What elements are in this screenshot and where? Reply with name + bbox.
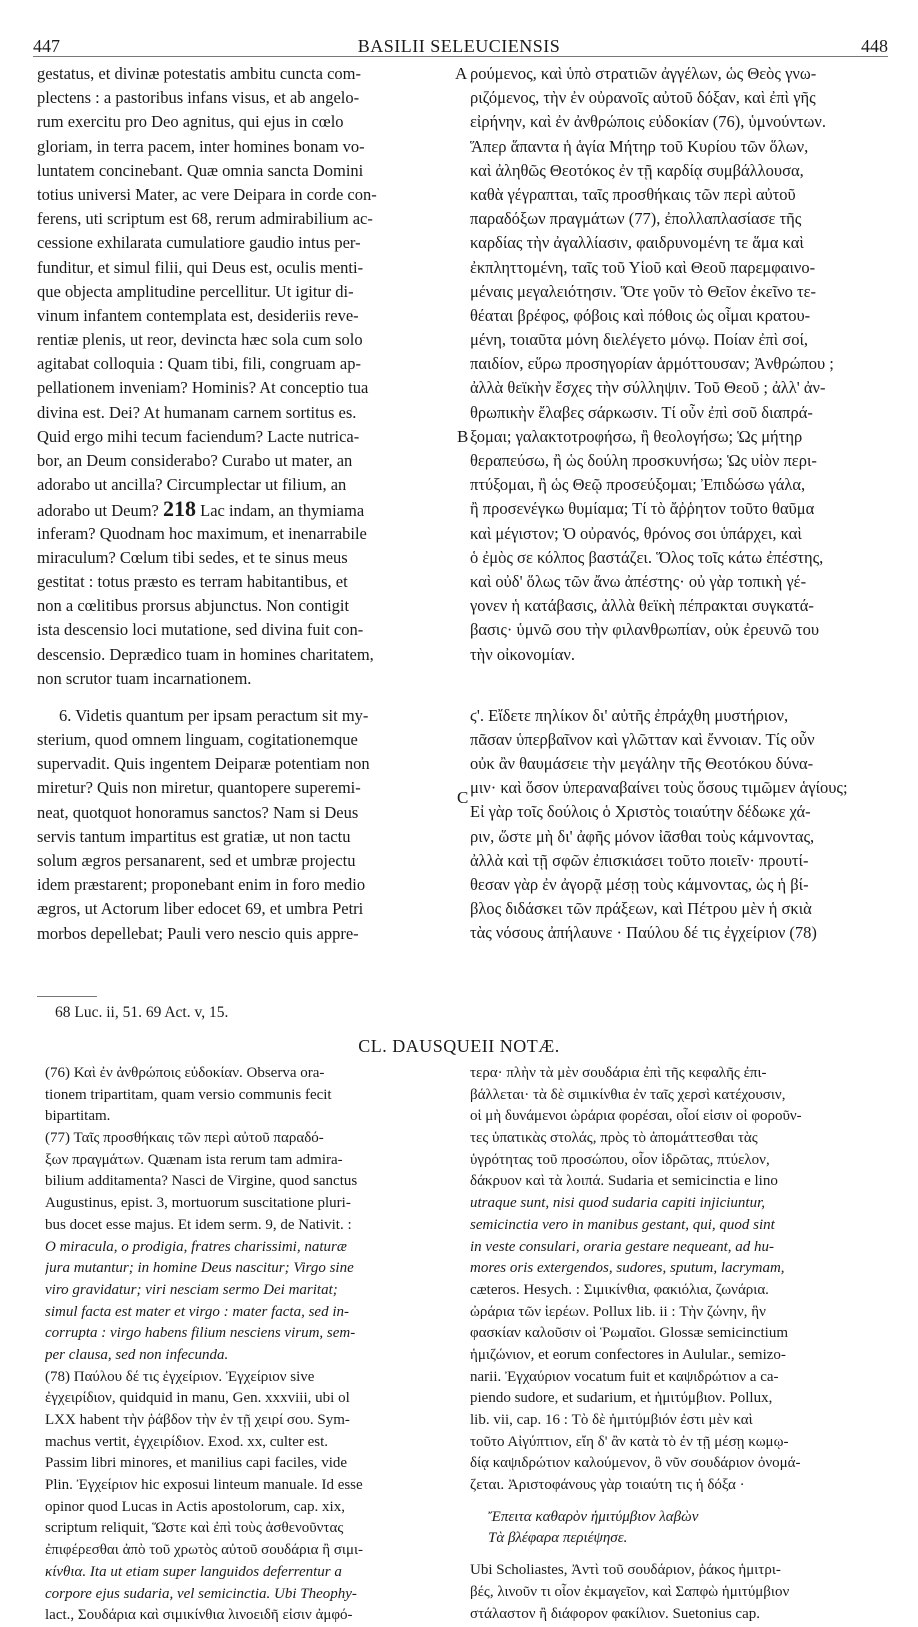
- notes-heading: CL. DAUSQUEII NOTÆ.: [358, 1036, 560, 1056]
- greek-line: καὶ ἀληθῶς Θεοτόκος ἐν τῇ καρδίᾳ συμβάλλουσα,: [470, 160, 804, 180]
- greek-line: ὁ ἐμὸς σε κόλπος βαστάζει. Ὅλος τοῖς κάτω ἐπέστης,: [470, 547, 824, 567]
- greek-line: ἢ προσενέγκω θυμίαμα; Τί τὸ ἄῤῥητον τοῦτο θαῦμα: [470, 499, 815, 519]
- latin-line: rum exercitu pro Deo agnitus, qui ejus in cœlo: [37, 112, 344, 132]
- left-page-number: 447: [33, 36, 60, 56]
- note-line: Plin. Ἐγχείριον hic exposui linteum manuale. Id esse: [45, 1477, 363, 1494]
- note-line: ἐγχειρίδιον, quidquid in manu, Gen. xxxviii, ubi ol: [45, 1390, 350, 1407]
- greek-line: τὴν οἰκονομίαν.: [470, 644, 575, 664]
- note-line: bilium additamenta? Nasci de Virgine, quod sanctus: [45, 1173, 358, 1190]
- greek-para2-line: ἀλλὰ καὶ τῇ σφῶν ἐπισκιάσει τοῦτο ποιεῖν· προυτί-: [470, 850, 809, 870]
- latin-line: cessione exhilarata cumulatiore gaudio intus per-: [37, 233, 361, 253]
- note-line: opinor quod Lucas in Actis apostolorum, cap. xix,: [45, 1498, 345, 1515]
- greek-para2-line: τὰς νόσους ἀπήλαυνε · Παύλου δέ τις ἐγχείριον (78): [470, 923, 817, 943]
- note-line: ἐπιφέρεσθαι ἀπὸ τοῦ χρωτὸς αὐτοῦ σουδάρια ἢ σιμι-: [45, 1542, 364, 1559]
- note-line: corrupta : virgo habens filium nesciens virum, sem-: [45, 1325, 356, 1342]
- note-line: semicinctia vero in manibus gestant, qui, quod sint: [470, 1216, 775, 1233]
- note-line: in veste consulari, oraria gestare nequeant, ad hu-: [470, 1238, 774, 1255]
- note-line: bus docet esse majus. Et idem serm. 9, de Nativit. :: [45, 1216, 352, 1233]
- note-line: LXX habent τὴν ῥάβδον τὴν ἐν τῇ χειρί σου. Sym-: [45, 1412, 350, 1428]
- note-line: τοῦτο Αἰγύπτιον, εἴη δ' ἂν κατὰ τὸ ἐν τῇ μέσῃ κωμῳ-: [470, 1433, 789, 1450]
- latin-para2-line: idem præstarent; proponebant enim in foro medio: [37, 875, 366, 895]
- latin-para2-line: ægros, ut Actorum liber edocet 69, et umbra Petri: [37, 899, 364, 919]
- greek-line: θρωπικὴν ἔλαβες σάρκωσιν. Τί οὖν ἐπὶ σοῦ διαπρά-: [470, 402, 813, 422]
- greek-para2-line: θεσαν γὰρ ἐν ἀγορᾷ μέσῃ τοὺς κάμνοντας, ὡς ἡ βί-: [470, 875, 809, 894]
- greek-line: γονεν ἡ κατάβασις, ἀλλὰ θεϊκὴ πέπρακται συγκατά-: [470, 596, 814, 616]
- section-marker-a: A: [455, 64, 468, 83]
- greek-line: μένη, τοιαῦτα μόνη διελέγετο μόνῳ. Ποίαν ἐπὶ σοί,: [470, 330, 809, 350]
- latin-line: pellationem inveniam? Hominis? At conceptio tua: [37, 378, 369, 398]
- latin-para2-line: 6. Videtis quantum per ipsam peractum sit my-: [59, 705, 369, 725]
- note-line: βές, λινοῦν τι οἷον ἐκμαγεῖον, καὶ Σαπφὼ ἡμιτύμβιον: [470, 1583, 790, 1600]
- latin-line: Quid ergo mihi tecum faciendum? Lacte nutrica-: [37, 426, 360, 446]
- note-line: οἱ μὴ δυνάμενοι ὠράρια φορέσαι, οἷοί εἰσιν οἱ φοροῦν-: [470, 1108, 802, 1125]
- greek-line: πτύξομαι, ἢ ὡς Θεῷ προσεύξομαι; Ἐπιδώσω γάλα,: [470, 475, 806, 495]
- notes-right-column: [470, 1063, 888, 1625]
- latin-para2-line: servis tantum impartitus est gratiæ, ut non tactu: [37, 826, 351, 846]
- note-line: τερα· πλὴν τὰ μὲν σουδάρια ἐπὶ τῆς κεφαλῆς ἐπι-: [470, 1065, 767, 1081]
- note-line: bipartitam.: [45, 1108, 111, 1125]
- latin-line: agitabat colloquia : Quam tibi, fili, congruam ap-: [37, 354, 361, 374]
- greek-line: εἰρήνην, καὶ ἐν ἀνθρώποις εὐδοκίαν (76), ὑμνούντων.: [470, 112, 826, 132]
- note-line: corpore ejus sudaria, vel semicinctia. Ubi Theophy-: [45, 1585, 357, 1602]
- inline-page-number: 218: [163, 497, 196, 522]
- latin-line: bor, an Deum considerabo? Curabo ut mater, an: [37, 451, 353, 470]
- note-line: per clausa, sed non infecunda.: [45, 1346, 229, 1363]
- latin-line: que objecta amplitudine percellitur. Ut igitur di-: [37, 281, 354, 301]
- latin-line: descensio. Deprædico tuam in homines charitatem,: [37, 644, 374, 664]
- note-line: machus vertit, ἐγχειρίδιον. Exod. xx, culter est.: [45, 1433, 329, 1450]
- latin-line: [37, 497, 455, 521]
- note-line: narii. Ἐγχαύριον vocatum fuit et καψιδρώτιον a ca-: [470, 1368, 779, 1385]
- note-line: ζεται. Ἀριστοφάνους γὰρ τοιαύτη τις ἡ δόξα ·: [470, 1477, 745, 1494]
- section-marker-b: B: [457, 427, 469, 446]
- note-line: (78) Παύλου δέ τις ἐγχείριον. Ἐγχείριον sive: [45, 1368, 315, 1385]
- greek-para2-line: βλος διδάσκει τῶν πράξεων, καὶ Πέτρου μὲν ἡ σκιὰ: [470, 899, 812, 919]
- note-line: lib. vii, cap. 16 : Τὸ δὲ ἡμιτύμβιόν ἐστι μὲν καὶ: [470, 1412, 753, 1428]
- note-line: ἡμιζώνιον, et eorum confectores in Aulular., semizo-: [470, 1346, 786, 1363]
- note-line: cæteros. Hesych. : Σιμικίνθια, φακιόλια, ζωνάρια.: [470, 1281, 769, 1298]
- note-line: Augustinus, epist. 3, mortuorum suscitatione pluri-: [45, 1195, 351, 1212]
- latin-line: ista descensio loci mutatione, sed divina fuit con-: [37, 620, 364, 640]
- note-line: simul facta est mater et virgo : mater facta, sed in-: [45, 1303, 349, 1320]
- latin-line: inferam? Quodnam hoc maximum, et inenarrabile: [37, 523, 367, 543]
- greek-line: Ἅπερ ἅπαντα ἡ ἁγία Μήτηρ τοῦ Κυρίου τῶν ὅλων,: [470, 136, 809, 156]
- note-line: Passim libri minores, et manilius capi faciles, vide: [45, 1455, 348, 1472]
- latin-line: gestitat : totus præsto es terram habitantibus, et: [37, 571, 348, 591]
- greek-line: ριζόμενος, τὴν ἐν οὐρανοῖς αὐτοῦ δόξαν, καὶ ἐπὶ γῆς: [470, 88, 816, 108]
- latin-para2-line: miretur? Quis non miretur, quantopere superemi-: [37, 778, 361, 798]
- note-line: piendo sudore, et sudarium, et ἡμιτύμβιον. Pollux,: [470, 1390, 773, 1407]
- note-line: jura mutantur; in homine Deus nascitur; Virgo sine: [45, 1260, 354, 1277]
- header-rule: [33, 56, 888, 57]
- greek-line: ξομαι; γαλακτοτροφήσω, ἢ θεολογήσω; Ὡς μήτηρ: [470, 426, 803, 446]
- latin-line: non scrutor tuam incarnationem.: [37, 668, 252, 688]
- section-marker-c: C: [457, 788, 469, 807]
- note-line: (77) Ταῖς προσθήκαις τῶν περὶ αὐτοῦ παραδό-: [45, 1130, 324, 1147]
- note-line: ὠράρια τῶν ἱερέων. Pollux lib. ii : Τὴν ζώνην, ἣν: [470, 1303, 766, 1320]
- note-line: δάκρυον καὶ τὰ λοιπά. Sudaria et semicinctia e lino: [470, 1173, 778, 1190]
- greek-line: θεραπεύσω, ἢ ὡς δούλη προσκυνήσω; Ὡς υἱὸν περι-: [470, 451, 817, 470]
- note-line: ὑγρότητας τοῦ προσώπου, οἷον ἱδρῶτας, πτύελον,: [470, 1151, 770, 1168]
- greek-para2-line: οὐκ ἂν θαυμάσειε τὴν μεγάλην τῆς Θεοτόκου δύνα-: [470, 754, 814, 774]
- verse-line: Τὰ βλέφαρα περιέψησε.: [488, 1530, 628, 1547]
- latin-line: totius universi Mater, ac vere Deipara in corde con-: [37, 184, 377, 204]
- greek-para2-line: μιν· καὶ ὅσον ὑπεραναβαίνει τοὺς ὅσους τιμῶμεν ἁγίους;: [470, 778, 848, 798]
- greek-line: καὶ μέγιστον; Ὁ οὐρανός, θρόνος σοι ὑπάρχει, καὶ: [470, 523, 802, 543]
- latin-para2-line: sterium, quod omnem linguam, cogitationemque: [37, 730, 358, 750]
- greek-line: βασις· ὑμνῶ σου τὴν φιλανθρωπίαν, οὐκ ἐρευνῶ του: [470, 620, 820, 640]
- greek-para2-line: Εἰ γὰρ τοῖς δούλοις ὁ Χριστὸς τοιαύτην δέδωκε χά-: [470, 802, 811, 822]
- latin-line-start: adorabo ut Deum?: [37, 501, 159, 521]
- latin-line: luntatem concinebant. Quæ omnia sancta Domini: [37, 160, 364, 180]
- greek-line: καθὰ γέγραπται, ταῖς προσθήκαις τῶν περὶ αὐτοῦ: [470, 184, 796, 204]
- greek-line: ἐκπληττομένη, ταῖς τοῦ Υἱοῦ καὶ Θεοῦ παρεμφαινο-: [470, 257, 816, 277]
- note-line: Ubi Scholiastes, Ἀντὶ τοῦ σουδάριον, ῥάκος ἡμιτρι-: [470, 1562, 781, 1579]
- greek-line: παιδίον, εὕρω προσηγορίαν ἁρμόττουσαν; Ἀνθρώπου ;: [470, 354, 834, 374]
- latin-line: funditur, et simul filii, qui Deus est, oculis menti-: [37, 257, 364, 277]
- note-line: ξων πραγμάτων. Quænam ista rerum tam admira-: [45, 1151, 343, 1168]
- greek-line: μέναις μεγαλειότησιν. Ὅτε γοῦν τὸ Θεῖον ἐκεῖνο τε-: [470, 281, 817, 301]
- note-line: δίᾳ καψιδρώτιον καλούμενον, ὃ νῦν σουδάριον ὀνομά-: [470, 1455, 801, 1472]
- note-line: tionem tripartitam, quam versio communis fecit: [45, 1086, 332, 1103]
- note-line: lact., Σουδάρια καὶ σιμικίνθια λινοειδῆ εἰσιν ἀμφό-: [45, 1607, 353, 1624]
- note-line: στάλαστον ἢ διάφορον φακίλιον. Suetonius cap.: [470, 1605, 760, 1622]
- latin-line: vinum infantem contemplata est, desideriis reve-: [37, 305, 359, 325]
- greek-para2-line: ϛ'. Εἴδετε πηλίκον δι' αὐτῆς ἐπράχθη μυστήριον,: [470, 705, 789, 725]
- latin-line: gloriam, in terra pacem, inter homines bonam vo-: [37, 136, 365, 156]
- note-line: scriptum reliquit, Ὥστε καὶ ἐπὶ τοὺς ἀσθενοῦντας: [45, 1520, 344, 1537]
- latin-para2-line: neat, quotquot honoramus sanctos? Nam si Deus: [37, 802, 359, 822]
- latin-line: adorabo ut ancilla? Circumplectar ut filium, an: [37, 475, 347, 495]
- greek-line: θέαται βρέφος, φόβοις καὶ πόθοις ὡς οἶμαι κρατου-: [470, 305, 811, 325]
- note-line: O miracula, o prodigia, fratres charissimi, naturæ: [45, 1238, 347, 1255]
- latin-para2-line: morbos depellebat; Pauli vero nescio quis appre-: [37, 923, 359, 943]
- greek-line: καρδίας τὴν ἀγαλλίασιν, φαιδρυνομένη τε ἅμα καὶ: [470, 233, 804, 253]
- latin-line-end: Lac indam, an thymiama: [196, 501, 365, 521]
- latin-line: divina est. Dei? At humanam carnem sortitus es.: [37, 402, 357, 422]
- latin-line: non a cœlitibus prorsus abjunctus. Non contigit: [37, 596, 350, 616]
- greek-line: παραδόξων πραγμάτων (77), ἐπολλαπλασίασε τῆς: [470, 209, 802, 229]
- latin-line: plectens : a pastoribus infans visus, et ab angelo-: [37, 88, 360, 108]
- greek-line: ἀλλὰ θεϊκὴν ἔσχες τὴν σύλληψιν. Τοῦ Θεοῦ ; ἀλλ' ἀν-: [470, 378, 826, 398]
- latin-column: [37, 62, 455, 946]
- verse-line: Ἔπειτα καθαρὸν ἡμιτύμβιον λαβὼν: [488, 1508, 699, 1525]
- greek-para2-line: ριν, ὥστε μὴ δι' ἀφῆς μόνον ἰᾶσθαι τοὺς κάμνοντας,: [470, 826, 815, 846]
- latin-line: miraculum? Cœlum tibi sedes, et te sinus meus: [37, 547, 348, 567]
- note-line: viro gravidatur; viri nesciam sermo Dei maritat;: [45, 1281, 338, 1298]
- greek-line: ρούμενος, καὶ ὑπὸ στρατιῶν ἀγγέλων, ὡς Θεὸς γνω-: [470, 64, 817, 83]
- greek-column: [470, 62, 888, 946]
- greek-line: καὶ οὐδ' ὅλως τῶν ἄνω ἀπέστης· οὐ γὰρ τοπικὴ γέ-: [470, 571, 807, 591]
- greek-para2-line: πᾶσαν ὑπερβαῖνον καὶ γλῶτταν καὶ ἔννοιαν. Τίς οὖν: [470, 729, 815, 749]
- latin-line: rentiæ plenis, ut reor, devincta hæc sola cum solo: [37, 330, 363, 350]
- note-line: mores oris extergendos, sudores, sputum, lacrymam,: [470, 1260, 785, 1277]
- note-line: φασκίαν καλοῦσιν οἱ Ῥωμαῖοι. Glossæ semicinctium: [470, 1325, 789, 1342]
- note-line: (76) Καὶ ἐν ἀνθρώποις εὐδοκίαν. Observa ora-: [45, 1065, 325, 1081]
- latin-line: ferens, uti scriptum est 68, rerum admirabilium ac-: [37, 209, 373, 229]
- latin-para2-line: solum ægros persanarent, sed et umbræ projectu: [37, 851, 356, 870]
- note-line: utraque sunt, nisi quod sudaria capiti injiciuntur,: [470, 1195, 766, 1212]
- right-page-number: 448: [861, 36, 888, 56]
- note-line: τες ὑπατικὰς στολάς, πρὸς τὸ ἀπομάττεσθαι τὰς: [470, 1130, 758, 1147]
- running-title: BASILII SELEUCIENSIS: [357, 36, 561, 56]
- note-line: βάλλεται· τὰ δὲ σιμικίνθια ἐν ταῖς χερσὶ κατέχουσιν,: [470, 1086, 786, 1103]
- latin-line: gestatus, et divinæ potestatis ambitu cuncta com-: [37, 64, 361, 83]
- footnote-rule: [37, 996, 97, 997]
- note-line: κίνθια. Ita ut etiam super languidos deferrentur a: [45, 1563, 342, 1580]
- latin-para2-line: supervadit. Quis ingentem Deiparæ potentiam non: [37, 754, 370, 774]
- notes-left-column: [45, 1063, 457, 1627]
- footnotes: 68 Luc. ii, 51. 69 Act. v, 15.: [55, 1004, 229, 1021]
